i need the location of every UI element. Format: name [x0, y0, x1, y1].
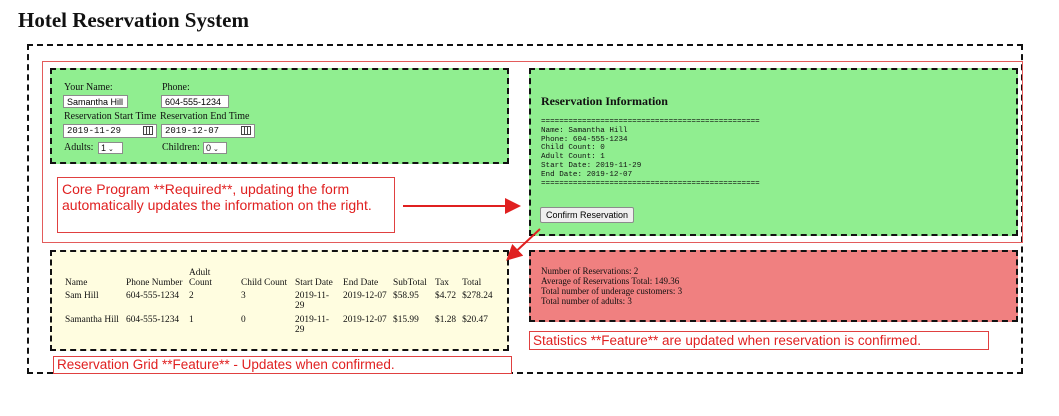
start-date-value: 2019-11-29 [67, 126, 122, 136]
start-time-label: Reservation Start Time [64, 111, 157, 122]
grid-header: End Date [343, 278, 379, 288]
adults-value: 1 [101, 143, 107, 153]
grid-cell: 2 [189, 291, 194, 301]
end-time-label: Reservation End Time [160, 111, 250, 122]
grid-header: Adult Count [189, 268, 212, 288]
stat-underage: Total number of underage customers: 3 [541, 286, 683, 296]
grid-cell: 604-555-1234 [126, 315, 180, 325]
grid-header: SubTotal [393, 278, 427, 288]
children-value: 0 [206, 143, 212, 153]
confirm-reservation-button[interactable]: Confirm Reservation [540, 207, 634, 223]
grid-cell: 3 [241, 291, 246, 301]
page-title: Hotel Reservation System [18, 8, 249, 32]
phone-label: Phone: [162, 82, 190, 93]
chevron-down-icon: ⌄ [213, 146, 219, 153]
grid-cell: 2019-12-07 [343, 291, 387, 301]
reservation-grid-callout: Reservation Grid **Feature** - Updates when confirmed. [53, 356, 512, 374]
grid-header: Total [462, 278, 482, 288]
stat-reservations: Number of Reservations: 2 [541, 266, 639, 276]
grid-cell: Sam Hill [65, 291, 99, 301]
adults-label: Adults: [64, 142, 94, 153]
stat-adults: Total number of adults: 3 [541, 296, 632, 306]
name-label: Your Name: [64, 82, 113, 93]
grid-cell: 0 [241, 315, 246, 325]
info-title: Reservation Information [541, 94, 668, 108]
statistics-callout: Statistics **Feature** are updated when reservation is confirmed. [529, 331, 989, 350]
grid-header: Tax [435, 278, 449, 288]
grid-cell: 1 [189, 315, 194, 325]
info-summary: ================================================ Name: Samantha Hill Phone: 604-555-1234 Child Count: 0 Adult Count: 1 Start Date: 2019-11-29 End Date: 2019-12-07 ================================================ [541, 118, 760, 188]
grid-cell: Samantha Hill [65, 315, 119, 325]
grid-header: Name [65, 278, 88, 288]
grid-cell: $15.99 [393, 315, 419, 325]
grid-header: Start Date [295, 278, 333, 288]
core-program-callout: Core Program **Required**, updating the form automatically updates the information on the right. [57, 177, 395, 233]
grid-header: Child Count [241, 278, 288, 288]
grid-cell: $1.28 [435, 315, 457, 325]
grid-cell: $278.24 [462, 291, 493, 301]
children-label: Children: [162, 142, 200, 153]
grid-cell: 2019-11-29 [295, 315, 330, 335]
grid-cell: 2019-12-07 [343, 315, 387, 325]
chevron-down-icon: ⌄ [108, 146, 114, 153]
grid-cell: $4.72 [435, 291, 457, 301]
arrow-to-grid-icon [509, 229, 540, 258]
grid-cell: 2019-11-29 [295, 291, 330, 311]
grid-cell: $20.47 [462, 315, 488, 325]
end-date-value: 2019-12-07 [165, 126, 220, 136]
grid-header: Phone Number [126, 278, 183, 288]
grid-cell: 604-555-1234 [126, 291, 180, 301]
stat-average: Average of Reservations Total: 149.36 [541, 276, 680, 286]
grid-cell: $58.95 [393, 291, 419, 301]
